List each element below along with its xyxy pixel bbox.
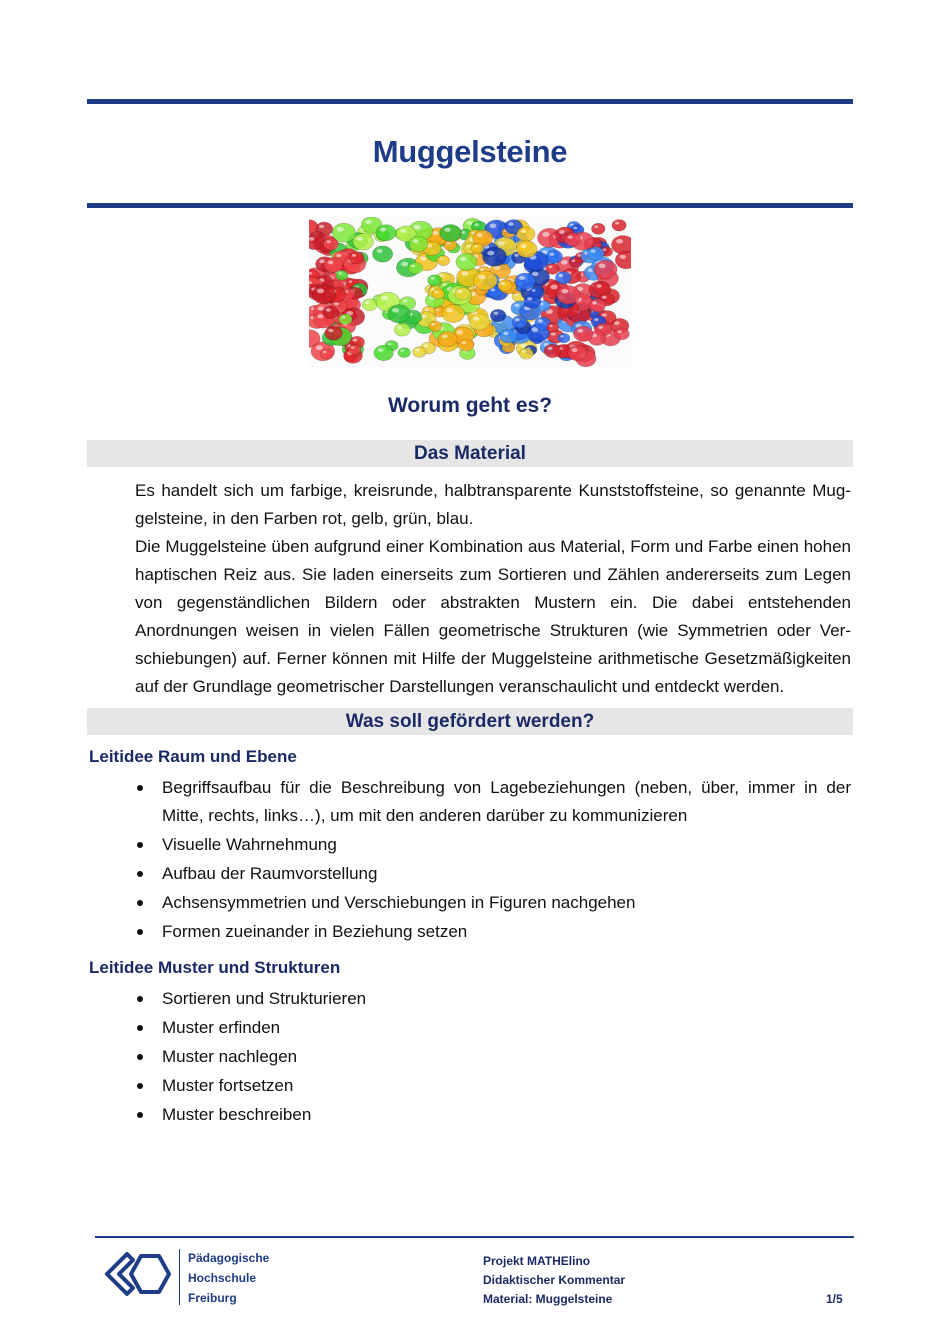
stone-highlight <box>380 228 386 232</box>
list-item: Begriffsaufbau für die Beschreibung von Lagebeziehungen (neben, über, immer in der Mitte, rechts, links…), um mit den anderen darüber zu kommunizieren <box>135 774 851 830</box>
stone-highlight <box>519 276 525 280</box>
stone-highlight <box>425 309 429 312</box>
stone-highlight <box>411 265 415 268</box>
stone-highlight <box>487 251 494 256</box>
leitidee-raum-ebene-list <box>135 774 851 947</box>
stone-highlight <box>401 262 408 267</box>
stone-shape <box>517 227 535 241</box>
stone-shape <box>555 272 571 285</box>
stone-shape <box>565 233 581 246</box>
stone-highlight <box>424 344 428 347</box>
stone-shape <box>438 332 457 347</box>
stone-highlight <box>568 236 573 239</box>
stone-highlight <box>503 332 508 335</box>
stone-shape <box>349 252 364 264</box>
stone-shape <box>615 328 630 340</box>
stone-highlight <box>462 341 467 344</box>
stone-highlight <box>403 299 408 302</box>
ph-freiburg-logo-icon <box>103 1250 173 1298</box>
header-rule-bottom <box>87 203 853 208</box>
stone-highlight <box>323 351 327 354</box>
institution-line-2: Hochschule <box>188 1271 257 1285</box>
stone-highlight <box>559 274 564 277</box>
material-description <box>135 477 851 701</box>
stone-shape <box>432 289 445 299</box>
stone-highlight <box>336 254 341 258</box>
stone-highlight <box>467 221 473 225</box>
stone-shape <box>517 241 538 258</box>
stone-highlight <box>616 239 623 244</box>
leitidee-muster-list <box>135 985 851 1130</box>
stone-shape <box>519 348 533 359</box>
stone-highlight <box>474 223 478 226</box>
stone-shape <box>490 309 506 321</box>
stone-shape <box>442 305 465 323</box>
stone-highlight <box>515 318 520 321</box>
stone-highlight <box>458 290 463 293</box>
stone-highlight <box>480 268 484 271</box>
list-item: Muster nachlegen <box>135 1043 851 1071</box>
stone-shape <box>349 345 361 355</box>
stone-highlight <box>351 347 355 349</box>
stone-shape <box>336 271 348 281</box>
stone-shape <box>320 349 333 359</box>
stone-highlight <box>473 317 479 321</box>
stone-highlight <box>342 316 346 319</box>
stone-highlight <box>532 272 539 276</box>
stone-shape <box>409 236 428 251</box>
stone-shape <box>398 348 411 358</box>
stone-highlight <box>434 291 438 294</box>
stone-highlight <box>413 225 420 230</box>
stone-highlight <box>561 260 568 265</box>
heading-das-material: Das Material <box>87 440 853 467</box>
stone-highlight <box>477 233 483 237</box>
stone-highlight <box>377 249 383 253</box>
stone-highlight <box>522 350 526 353</box>
list-item: Formen zueinander in Beziehung setzen <box>135 918 851 946</box>
stone-highlight <box>561 289 568 294</box>
stone-highlight <box>501 282 505 285</box>
stone-highlight <box>392 308 399 313</box>
stone-shape <box>544 344 561 357</box>
stone-highlight <box>559 230 565 234</box>
stone-highlight <box>591 249 596 252</box>
stone-highlight <box>328 329 333 333</box>
stone-shape <box>459 339 474 351</box>
list-item: Muster erfinden <box>135 1014 851 1042</box>
stone-highlight <box>431 323 435 326</box>
stone-highlight <box>431 277 435 280</box>
stone-shape <box>568 345 587 360</box>
stone-highlight <box>478 275 485 280</box>
stone-shape <box>324 238 339 250</box>
list-item: Aufbau der Raumvorstellung <box>135 860 851 888</box>
stone-highlight <box>542 232 549 237</box>
stone-highlight <box>415 349 419 352</box>
stone-shape <box>547 323 559 333</box>
stone-shape <box>529 287 541 297</box>
list-item: Sortieren und Strukturieren <box>135 985 851 1013</box>
stone-highlight <box>597 284 602 287</box>
list-item: Muster fortsetzen <box>135 1072 851 1100</box>
institution-line-1: Pädagogische <box>188 1251 270 1265</box>
stone-shape <box>592 223 606 234</box>
stone-highlight <box>400 229 406 233</box>
stone-highlight <box>436 309 440 312</box>
stone-shape <box>471 243 483 253</box>
stone-highlight <box>549 325 553 327</box>
stone-highlight <box>365 301 369 304</box>
stone-highlight <box>615 222 619 225</box>
stone-highlight <box>400 349 404 352</box>
section-subtitle: Worum geht es? <box>387 394 553 417</box>
stone-shape <box>376 225 396 241</box>
material-paragraph-2: Die Muggelsteine üben aufgrund einer Kombination aus Material, Form und Farbe einen hohen haptischen Reiz aus. Sie laden einerseits zum Sortieren und Zählen andererseits zum Legen von gegenständlichen Bildern oder abstrakten Mustern ein. Die dabei entstehenden Anordnungen weisen in vielen Fällen geometrische Strukturen (wie Symmetrien oder Verschiebungen) auf. Ferner können mit Hilfe der Muggelsteine arithmetische Gesetzmäßigkeiten auf der Grundlage geometrischer Darstellungen veranschaulicht und entdeckt werden. <box>135 537 851 696</box>
stone-highlight <box>572 348 578 352</box>
stone-shape <box>594 260 617 278</box>
list-item: Achsensymmetrien und Verschiebungen in Figuren nachgehen <box>135 889 851 917</box>
project-line-3: Material: Muggelsteine <box>483 1292 613 1306</box>
stone-shape <box>428 275 442 286</box>
muggelsteine-photo <box>309 217 631 367</box>
stone-shape <box>587 247 604 261</box>
project-line-2: Didaktischer Kommentar <box>483 1273 626 1287</box>
stone-shape <box>615 251 631 268</box>
stone-highlight <box>446 308 453 313</box>
stone-highlight <box>444 228 450 232</box>
stone-highlight <box>538 319 543 322</box>
stone-highlight <box>317 289 324 294</box>
stone-shape <box>437 255 450 265</box>
heading-foerderung: Was soll gefördert werden? <box>87 708 853 735</box>
stone-highlight <box>498 241 505 246</box>
stone-shape <box>353 234 374 250</box>
stone-highlight <box>381 296 388 301</box>
stone-highlight <box>378 348 384 352</box>
institution-name <box>188 1248 269 1308</box>
stone-highlight <box>550 285 557 290</box>
stone-highlight <box>328 261 334 265</box>
stone-shape <box>557 286 580 305</box>
stone-highlight <box>413 239 419 243</box>
stone-shape <box>374 345 393 360</box>
stone-shape <box>413 347 426 358</box>
project-line-1: Projekt MATHElino <box>483 1254 591 1268</box>
stone-highlight <box>549 266 553 269</box>
stone-highlight <box>388 343 392 346</box>
stone-highlight <box>514 304 519 308</box>
stone-highlight <box>573 227 577 230</box>
stone-shape <box>440 225 461 242</box>
stone-highlight <box>560 335 564 337</box>
stone-highlight <box>598 326 603 329</box>
stone-highlight <box>527 297 532 300</box>
stone-highlight <box>594 318 599 321</box>
header-rule-top <box>87 99 853 104</box>
stone-shape <box>473 271 497 290</box>
stone-shape <box>388 305 411 323</box>
stone-highlight <box>316 345 323 350</box>
stone-shape <box>429 321 442 331</box>
stone-highlight <box>602 296 607 299</box>
stone-shape <box>456 254 477 271</box>
stone-highlight <box>474 245 478 247</box>
stone-shape <box>498 280 512 291</box>
stone-shape <box>323 306 339 319</box>
stone-highlight <box>337 227 344 232</box>
stone-shape <box>325 326 343 340</box>
stone-highlight <box>514 254 518 257</box>
stone-shape <box>362 299 377 311</box>
list-item: Muster beschreiben <box>135 1101 851 1129</box>
stone-highlight <box>353 339 357 342</box>
stone-shape <box>483 247 507 266</box>
stone-highlight <box>620 255 626 259</box>
stone-shape <box>512 316 527 328</box>
stone-shape <box>394 323 410 336</box>
stone-highlight <box>442 334 448 338</box>
leitidee-muster-title: Leitidee Muster und Strukturen <box>89 958 341 977</box>
stone-highlight <box>460 257 466 261</box>
stone-highlight <box>398 326 403 329</box>
stone-highlight <box>319 259 325 263</box>
stone-shape <box>589 299 606 312</box>
stone-highlight <box>440 257 444 260</box>
material-paragraph-1: Es handelt sich um farbige, kreisrunde, halbtransparente Kunststoffsteine, so genannte Muggelsteine, in den Farben rot, gelb, grün, blau. <box>135 481 851 528</box>
stone-shape <box>574 326 593 341</box>
stone-shape <box>469 314 490 331</box>
stone-highlight <box>490 224 497 229</box>
stone-highlight <box>357 237 363 241</box>
stone-highlight <box>508 222 513 226</box>
footer-rule <box>95 1236 854 1238</box>
list-item: Visuelle Wahrnehmung <box>135 831 851 859</box>
stone-shape <box>455 287 471 300</box>
stone-highlight <box>326 308 331 311</box>
stone-highlight <box>599 264 606 269</box>
leitidee-raum-ebene-title: Leitidee Raum und Ebene <box>89 747 297 766</box>
stone-highlight <box>338 272 342 274</box>
stone-highlight <box>521 244 527 248</box>
stone-highlight <box>494 312 499 315</box>
project-info <box>483 1252 625 1309</box>
stone-highlight <box>420 256 427 260</box>
stone-highlight <box>592 301 597 304</box>
institution-line-3: Freiburg <box>188 1291 237 1305</box>
stone-shape <box>373 246 393 262</box>
stone-highlight <box>461 271 468 276</box>
stone-highlight <box>319 225 324 228</box>
stone-highlight <box>318 306 324 310</box>
stone-shape <box>569 258 581 268</box>
stone-shape <box>339 314 352 325</box>
stone-shape <box>500 329 517 343</box>
page-title: Muggelsteine <box>372 134 568 169</box>
stone-highlight <box>521 230 526 234</box>
stone-shape <box>612 220 626 231</box>
stone-shape <box>515 273 535 289</box>
stone-shape <box>408 263 422 274</box>
stone-highlight <box>327 240 331 243</box>
stone-highlight <box>532 289 536 291</box>
stone-highlight <box>456 330 462 334</box>
stone-shape <box>312 285 336 304</box>
stone-highlight <box>352 254 357 257</box>
page-number: 1/5 <box>826 1292 843 1306</box>
stone-highlight <box>317 314 323 318</box>
stone-highlight <box>432 231 438 235</box>
logo-divider <box>179 1249 180 1305</box>
stone-highlight <box>594 225 598 228</box>
stone-shape <box>324 258 342 273</box>
stone-highlight <box>618 330 622 333</box>
stone-highlight <box>466 245 470 248</box>
stone-highlight <box>572 260 576 262</box>
stone-highlight <box>548 347 553 350</box>
stone-shape <box>558 333 570 343</box>
stone-highlight <box>349 280 353 282</box>
stone-highlight <box>578 329 584 333</box>
stone-highlight <box>365 220 371 224</box>
stone-highlight <box>549 253 554 256</box>
